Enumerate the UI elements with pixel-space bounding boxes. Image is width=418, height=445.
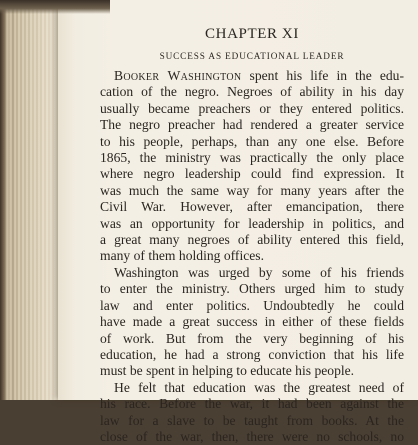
paragraph-line: a great many negroes of ability entered this field, <box>100 232 404 248</box>
paragraph-line: to his people, perhaps, than any one else. Before <box>100 133 404 149</box>
paragraph-line: usually became preachers or they entered politics. <box>100 100 404 116</box>
paragraph-line: to enter the ministry. Others urged him to study <box>100 281 404 297</box>
paragraph-line: Washington was urged by some of his friends <box>114 264 404 280</box>
paragraph-line: Civil War. However, after emancipation, there <box>100 199 404 215</box>
paragraph-line: He felt that education was the greatest need of <box>114 379 404 395</box>
paragraph-1 <box>100 68 404 265</box>
paragraph-2 <box>100 265 404 380</box>
paragraph-line: of work. But from the very beginning of his <box>100 330 404 346</box>
paragraph-line: many of them holding offices. <box>100 248 264 264</box>
paragraph-line: The negro preacher had rendered a greater service <box>100 117 404 133</box>
paragraph-line: must be spent in helping to educate his people. <box>100 363 355 379</box>
paragraph-line: have made a great success in either of these fields <box>100 314 404 330</box>
paragraph-line: was an opportunity for leadership in politics, and <box>100 215 404 231</box>
top-shadow <box>0 0 110 14</box>
paragraph-line: close of the war, then, there were no schools, no <box>100 428 404 444</box>
paragraph-line: law for a slave to be taught from books. At the <box>100 412 404 428</box>
paragraph-line: education, he had a strong conviction that his life <box>100 346 404 362</box>
lead-small-caps: Booker Washington <box>114 68 242 83</box>
paragraph-line: where negro leadership could find expression. It <box>100 166 404 182</box>
paragraph-line: was much the same way for many years after the <box>100 182 404 198</box>
page-text <box>100 26 404 445</box>
paragraph-line: Booker Washington spent his life in the edu- <box>114 68 404 83</box>
chapter-subtitle: SUCCESS AS EDUCATIONAL LEADER <box>159 51 345 61</box>
paragraph-line: 1865, the ministry was practically the only place <box>100 150 404 166</box>
paragraph-line: cation of the negro. Negroes of ability in his day <box>100 84 404 100</box>
chapter-heading: CHAPTER XI <box>205 26 299 42</box>
book-page <box>58 0 418 444</box>
paragraph-3 <box>100 380 404 445</box>
paragraph-line: his race. Before the war, it had been against the <box>100 396 404 412</box>
paragraph-line: law and enter politics. Undoubtedly he could <box>100 297 404 313</box>
